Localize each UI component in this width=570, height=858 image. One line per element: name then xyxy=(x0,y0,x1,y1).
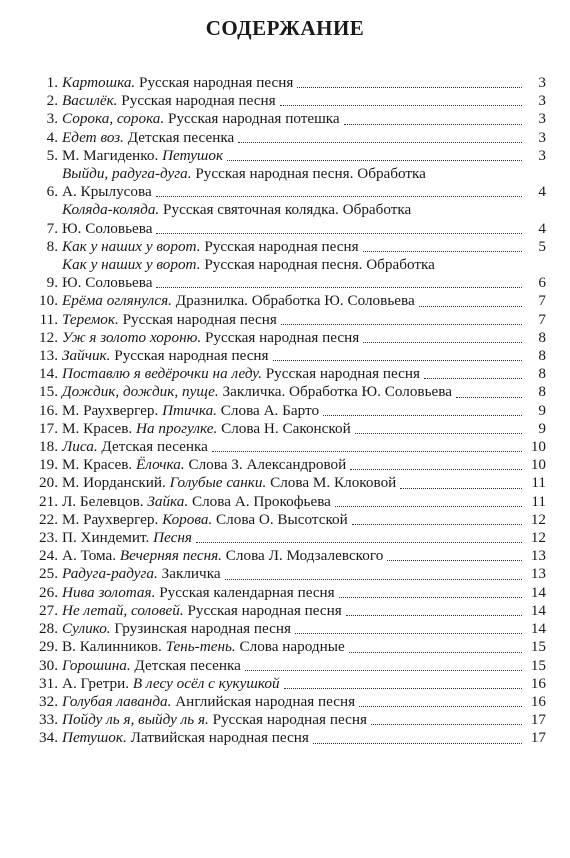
dot-leader xyxy=(400,488,522,489)
entry-title: Сулико. xyxy=(62,620,111,638)
entry-number: 16. xyxy=(39,401,58,419)
entry-title: Уж я золото хороню. xyxy=(62,328,202,346)
entry-description: Русская святочная колядка. Обработка xyxy=(163,201,412,219)
entry-text xyxy=(62,693,355,711)
entry-text xyxy=(62,456,346,474)
toc-entry xyxy=(32,238,546,256)
entry-page-number: 11 xyxy=(531,474,546,492)
dot-leader xyxy=(352,524,522,525)
dot-leader xyxy=(456,397,522,398)
entry-title: Зайчик. xyxy=(62,347,111,365)
entry-number: 5. xyxy=(46,146,58,164)
entry-text xyxy=(62,165,426,182)
entry-text xyxy=(62,201,411,218)
entry-text xyxy=(62,620,291,638)
entry-page-number: 14 xyxy=(530,601,546,619)
entry-page-number: 5 xyxy=(538,237,546,255)
entry-text xyxy=(62,402,319,420)
entry-description: Русская народная песня xyxy=(265,365,420,383)
entry-number: 2. xyxy=(46,92,58,110)
entry-number: 8. xyxy=(46,237,58,255)
entry-text xyxy=(62,256,435,273)
dot-leader xyxy=(280,105,522,106)
entry-description: Слова З. Александровой xyxy=(188,456,347,474)
entry-number: 11. xyxy=(39,310,58,328)
entry-text xyxy=(62,474,396,492)
entry-description: Слова М. Клоковой xyxy=(270,474,397,492)
entry-title: Песня xyxy=(153,529,192,547)
entry-description: Русская народная песня xyxy=(114,347,269,365)
entry-title: Вечерняя песня. xyxy=(119,547,222,565)
dot-leader xyxy=(355,433,522,434)
entry-text xyxy=(62,675,280,693)
entry-number: 12. xyxy=(39,328,58,346)
entry-page-number: 8 xyxy=(538,328,546,346)
toc-entry xyxy=(32,474,546,492)
entry-page-number: 16 xyxy=(530,674,546,692)
entry-page-number: 3 xyxy=(538,74,546,91)
entry-number: 26. xyxy=(39,583,58,601)
entry-page-number: 16 xyxy=(530,692,546,710)
entry-title: Поставлю я ведёрочки на леду. xyxy=(62,365,262,383)
entry-page-number: 3 xyxy=(538,92,546,110)
entry-number: 6. xyxy=(46,183,58,201)
dot-leader xyxy=(424,378,522,379)
toc-entry xyxy=(32,657,546,675)
entry-number: 9. xyxy=(46,274,58,292)
entry-title: Выйди, радуга-дуга. xyxy=(62,165,192,183)
entry-text xyxy=(62,383,452,401)
entry-title: Василёк. xyxy=(62,92,118,110)
entry-page-number: 8 xyxy=(538,347,546,365)
entry-page-number: 9 xyxy=(538,401,546,419)
entry-text xyxy=(62,420,351,438)
entry-title: Тень-тень. xyxy=(165,638,236,656)
entry-text xyxy=(62,638,345,656)
entry-description: Русская народная песня xyxy=(121,92,276,110)
entry-page-number: 4 xyxy=(538,183,546,201)
entry-number: 19. xyxy=(39,456,58,474)
entry-title: Зайка. xyxy=(147,492,189,510)
entry-description: Слова А. Барто xyxy=(220,401,320,419)
toc-entry xyxy=(32,420,546,438)
dot-leader xyxy=(295,633,522,634)
entry-description: Грузинская народная песня xyxy=(114,620,291,638)
entry-text xyxy=(62,329,359,347)
toc-entry xyxy=(32,110,546,128)
entry-text xyxy=(62,584,335,602)
entry-number: 21. xyxy=(39,492,58,510)
dot-leader xyxy=(419,306,522,307)
dot-leader xyxy=(284,688,522,689)
entry-number: 24. xyxy=(39,547,58,565)
entry-text xyxy=(62,238,359,256)
entry-page-number: 3 xyxy=(538,110,546,128)
entry-description: Русская народная песня. Обработка xyxy=(195,165,426,183)
entry-description: Слова Н. Саконской xyxy=(221,419,351,437)
dot-leader xyxy=(359,706,522,707)
dot-leader xyxy=(156,196,522,197)
entry-number: 17. xyxy=(39,419,58,437)
toc-entry xyxy=(32,329,546,347)
entry-text xyxy=(62,657,241,675)
entry-title: На прогулке. xyxy=(136,419,218,437)
toc-entry xyxy=(32,584,546,602)
entry-number: 25. xyxy=(39,565,58,583)
entry-description: Русская календарная песня xyxy=(159,583,335,601)
dot-leader xyxy=(363,251,522,252)
entry-text xyxy=(62,729,309,747)
entry-number: 30. xyxy=(39,656,58,674)
entry-number: 22. xyxy=(39,510,58,528)
entry-title: Теремок. xyxy=(62,310,119,328)
entry-number: 14. xyxy=(39,365,58,383)
entry-page-number: 10 xyxy=(530,438,546,456)
entry-number: 34. xyxy=(39,729,58,747)
entry-title: Голубые санки. xyxy=(169,474,267,492)
entry-title: Корова. xyxy=(162,510,213,528)
entry-title: Картошка. xyxy=(62,74,136,91)
entry-number: 32. xyxy=(39,692,58,710)
entry-page-number: 15 xyxy=(530,656,546,674)
entry-author: М. Красев. xyxy=(62,456,133,474)
toc-entry xyxy=(32,675,546,693)
entry-text xyxy=(62,547,383,565)
entry-description: Русская народная песня xyxy=(204,237,359,255)
entry-text xyxy=(62,529,192,547)
entry-title: В лесу осёл с кукушкой xyxy=(132,674,280,692)
entry-description: Детская песенка xyxy=(127,128,235,146)
entry-description: Русская народная песня xyxy=(204,328,360,346)
entry-number: 1. xyxy=(46,74,58,91)
entry-description: Слова А. Прокофьева xyxy=(191,492,331,510)
dot-leader xyxy=(281,324,522,325)
entry-number: 27. xyxy=(39,601,58,619)
entry-page-number: 11 xyxy=(531,492,546,510)
entry-description: Детская песенка xyxy=(101,438,208,456)
entry-page-number: 13 xyxy=(530,547,546,565)
dot-leader xyxy=(335,506,522,507)
toc-entry xyxy=(32,74,546,92)
entry-author: В. Калинников. xyxy=(62,638,162,656)
entry-text xyxy=(62,365,420,383)
entry-author: М. Раухвергер. xyxy=(62,510,159,528)
entry-number: 23. xyxy=(39,529,58,547)
entry-number: 20. xyxy=(39,474,58,492)
entry-description: Латвийская народная песня xyxy=(130,729,309,747)
entry-author: М. Магиденко. xyxy=(62,146,159,164)
entry-number: 31. xyxy=(39,674,58,692)
entry-description: Русская народная песня. Обработка xyxy=(204,256,435,274)
entry-text xyxy=(62,711,367,729)
entry-title: Пойду ль я, выйду ль я. xyxy=(62,711,209,729)
entry-page-number: 7 xyxy=(538,292,546,310)
entry-text xyxy=(62,74,293,92)
entry-description: Слова народные xyxy=(239,638,345,656)
toc-entry xyxy=(32,620,546,638)
dot-leader xyxy=(238,142,522,143)
entry-page-number: 8 xyxy=(538,365,546,383)
toc-entry xyxy=(32,693,546,711)
dot-leader xyxy=(339,597,522,598)
entry-text xyxy=(62,347,269,365)
entry-text xyxy=(62,110,340,128)
dot-leader xyxy=(371,724,522,725)
entry-page-number: 14 xyxy=(530,583,546,601)
entry-title: Не летай, соловей. xyxy=(62,601,184,619)
dot-leader xyxy=(212,451,522,452)
entry-title: Дождик, дождик, пуще. xyxy=(62,383,219,401)
entry-number: 33. xyxy=(39,711,58,729)
toc-entry xyxy=(32,638,546,656)
entry-description: Английская народная песня xyxy=(175,692,356,710)
entry-number: 3. xyxy=(46,110,58,128)
entry-text xyxy=(62,292,415,310)
entry-page-number: 3 xyxy=(538,128,546,146)
toc-entry xyxy=(32,256,546,292)
entry-page-number: 12 xyxy=(530,510,546,528)
entry-description: Слова Л. Модзалевского xyxy=(225,547,384,565)
entry-title: Голубая лаванда. xyxy=(62,692,172,710)
dot-leader xyxy=(227,160,522,161)
dot-leader xyxy=(273,360,522,361)
entry-number: 13. xyxy=(39,347,58,365)
entry-title: Горошина. xyxy=(62,656,131,674)
entry-number: 29. xyxy=(39,638,58,656)
toc-entry xyxy=(32,92,546,110)
dot-leader xyxy=(156,233,522,234)
entry-description: Русская народная песня xyxy=(139,74,294,91)
toc-entry xyxy=(32,729,546,747)
entry-text xyxy=(62,311,277,329)
dot-leader xyxy=(387,560,522,561)
dot-leader xyxy=(349,652,522,653)
entry-description: Детская песенка xyxy=(134,656,241,674)
entry-page-number: 15 xyxy=(530,638,546,656)
entry-author: М. Раухвергер. xyxy=(62,401,159,419)
entry-description: Русская народная песня xyxy=(212,711,367,729)
entry-title: Лиса. xyxy=(62,438,98,456)
entry-number: 7. xyxy=(46,219,58,237)
toc-entry xyxy=(32,347,546,365)
page-title: СОДЕРЖАНИЕ xyxy=(205,16,365,40)
entry-page-number: 17 xyxy=(530,711,546,729)
toc-entry xyxy=(32,129,546,147)
entry-description: Слова О. Высотской xyxy=(216,510,348,528)
dot-leader xyxy=(196,542,522,543)
toc-entry xyxy=(32,565,546,583)
entry-continuation: Ю. Соловьева xyxy=(62,219,153,237)
entry-title: Как у наших у ворот. xyxy=(62,256,201,274)
entry-author: М. Иорданский. xyxy=(62,474,166,492)
entry-title: Едет воз. xyxy=(62,128,124,146)
entry-title: Нива золотая. xyxy=(62,583,156,601)
entry-number: 18. xyxy=(39,438,58,456)
entry-description: Дразнилка. Обработка Ю. Соловьева xyxy=(175,292,415,310)
entry-title: Ёлочка. xyxy=(136,456,185,474)
entry-description: Закличка. Обработка Ю. Соловьева xyxy=(222,383,452,401)
entry-continuation: Ю. Соловьева xyxy=(62,274,153,292)
entry-text xyxy=(62,493,331,511)
entry-title: Как у наших у ворот. xyxy=(62,237,201,255)
toc-entry xyxy=(32,365,546,383)
entry-title: Петушок xyxy=(162,146,224,164)
toc-entry xyxy=(32,602,546,620)
toc-entry xyxy=(32,147,546,165)
entry-page-number: 12 xyxy=(530,529,546,547)
entry-text xyxy=(62,92,276,110)
dot-leader xyxy=(156,287,522,288)
entry-author: Л. Белевцов. xyxy=(62,492,144,510)
entry-number: 28. xyxy=(39,620,58,638)
entry-text xyxy=(62,129,234,147)
entry-description: Русская народная песня xyxy=(187,601,342,619)
toc-entry xyxy=(32,165,546,201)
toc-entry xyxy=(32,511,546,529)
entry-page-number: 6 xyxy=(538,274,546,292)
dot-leader xyxy=(323,415,522,416)
entry-text xyxy=(62,438,208,456)
entry-page-number: 17 xyxy=(530,729,546,747)
entry-text xyxy=(62,511,348,529)
dot-leader xyxy=(363,342,522,343)
entry-description: Русская народная песня xyxy=(122,310,277,328)
entry-number: 15. xyxy=(39,383,58,401)
entry-page-number: 3 xyxy=(538,146,546,164)
entry-description: Русская народная потешка xyxy=(168,110,340,128)
entry-text xyxy=(62,147,223,165)
entry-number: 10. xyxy=(39,292,58,310)
toc-entry xyxy=(32,201,546,237)
entry-page-number: 4 xyxy=(538,219,546,237)
entry-page-number: 7 xyxy=(538,310,546,328)
dot-leader xyxy=(245,670,522,671)
entry-title: Коляда-коляда. xyxy=(62,201,160,219)
entry-number: 4. xyxy=(46,128,58,146)
entry-text xyxy=(62,565,221,583)
entry-title: Ерёма оглянулся. xyxy=(62,292,172,310)
toc-entry xyxy=(32,456,546,474)
dot-leader xyxy=(350,469,522,470)
dot-leader xyxy=(313,743,522,744)
dot-leader xyxy=(225,579,522,580)
entry-title: Птичка. xyxy=(162,401,217,419)
dot-leader xyxy=(344,124,522,125)
entry-page-number: 9 xyxy=(538,419,546,437)
entry-title: Сорока, сорока. xyxy=(62,110,165,128)
entry-page-number: 14 xyxy=(530,620,546,638)
entry-description: Закличка xyxy=(161,565,221,583)
entry-author: М. Красев. xyxy=(62,419,133,437)
toc-entry xyxy=(32,292,546,310)
entry-title: Радуга-радуга. xyxy=(62,565,158,583)
entry-author: А. Тома. xyxy=(62,547,117,565)
entry-text xyxy=(62,602,342,620)
toc-entry xyxy=(32,547,546,565)
toc-entry xyxy=(32,493,546,511)
toc-entry xyxy=(32,402,546,420)
table-of-contents xyxy=(32,74,546,748)
toc-entry xyxy=(32,711,546,729)
toc-entry xyxy=(32,311,546,329)
entry-continuation: А. Крылусова xyxy=(62,183,152,201)
entry-page-number: 13 xyxy=(530,565,546,583)
entry-page-number: 8 xyxy=(538,383,546,401)
toc-entry xyxy=(32,438,546,456)
entry-author: А. Гретри. xyxy=(62,674,130,692)
toc-entry xyxy=(32,383,546,401)
entry-title: Петушок. xyxy=(62,729,127,747)
toc-entry xyxy=(32,529,546,547)
dot-leader xyxy=(346,615,522,616)
entry-author: П. Хиндемит. xyxy=(62,529,150,547)
dot-leader xyxy=(297,87,522,88)
entry-page-number: 10 xyxy=(530,456,546,474)
